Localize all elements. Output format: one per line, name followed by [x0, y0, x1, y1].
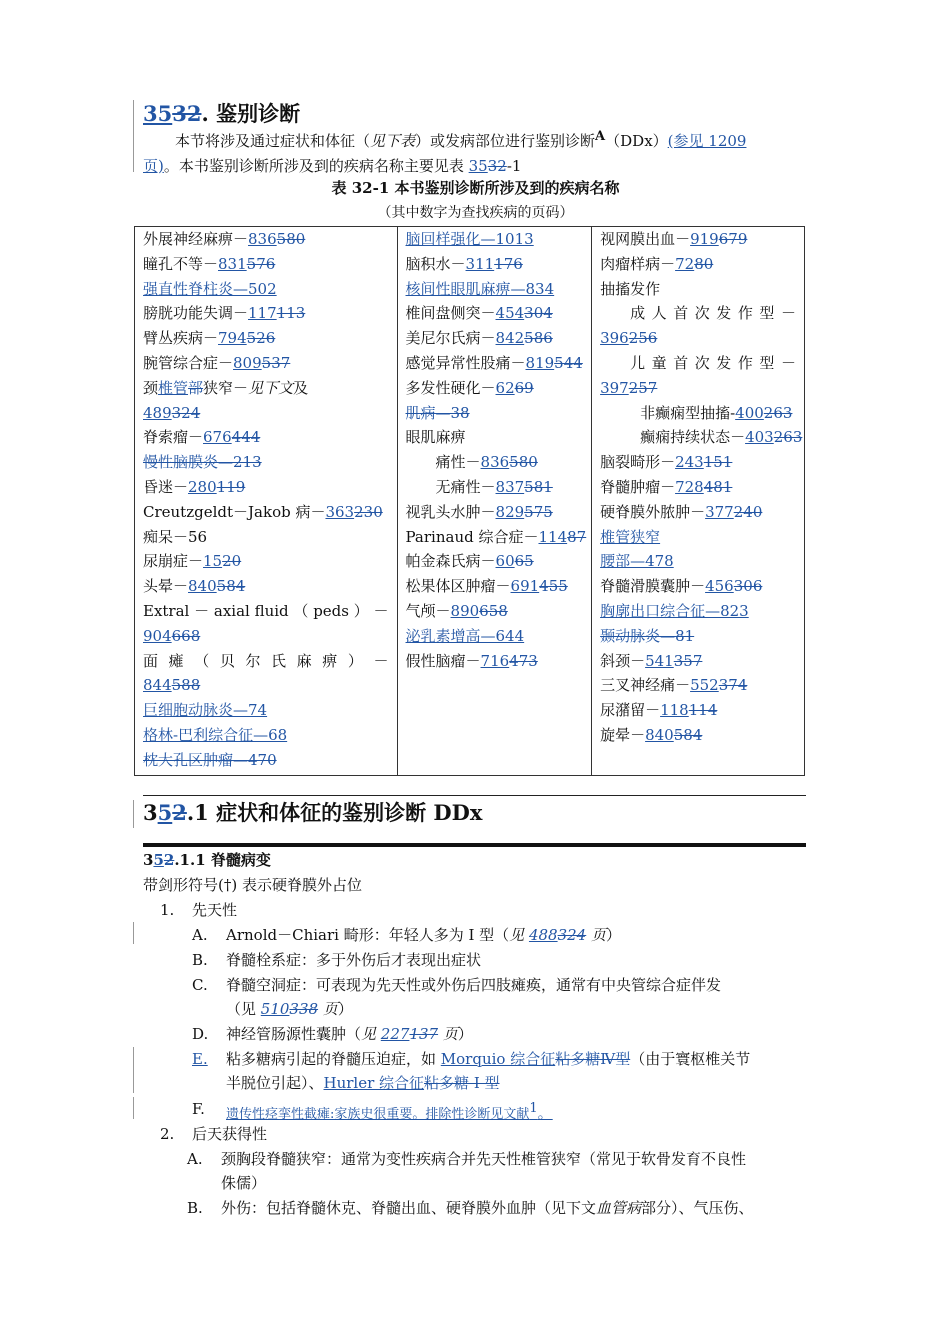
divider-thick [143, 843, 806, 847]
table-entry: 面 瘫 （ 贝 尔 氏 麻 痹 ） － [143, 651, 389, 670]
page-link[interactable]: 胸廓出口综合征—823 [600, 601, 749, 620]
table-entry: 视网膜出血－919679 [600, 230, 748, 248]
page-link[interactable]: 72 [675, 254, 695, 273]
change-bar [133, 1047, 134, 1093]
table-entry: 三叉神经痛－552374 [600, 676, 748, 695]
page-link[interactable]: 819 [525, 353, 555, 372]
page-reference-link[interactable]: 页) [143, 157, 164, 175]
table-entry: 感觉异常性股痛－819544 [405, 353, 583, 372]
page-link[interactable]: 格林-巴利综合征—68 [143, 725, 288, 744]
table-entry: 眼肌麻痹 [405, 428, 466, 447]
table-entry: 肉瘤样病－7280 [600, 254, 714, 273]
intro-paragraph: 本节将涉及通过症状和体征（见下表）或发病部位进行鉴别诊断$^A$（DDx）(参见 1209 页)。本书鉴别诊断所涉及到的疾病名称主要见表 3532-1 [143, 129, 747, 175]
page-link[interactable]: 489 [143, 403, 172, 422]
change-bar [133, 922, 134, 944]
page-link[interactable]: 691 [510, 577, 540, 596]
table-entry [600, 525, 804, 550]
table-entry: 成 人 首 次 发 作 型 － [630, 304, 796, 323]
table-entry [406, 227, 592, 252]
page-link[interactable]: 280 [188, 477, 217, 496]
page-link[interactable]: 840 [645, 725, 674, 744]
table-entry [600, 549, 804, 574]
table-entry: 假性脑瘤－716473 [405, 651, 538, 670]
table-entry: 489324 [143, 403, 201, 422]
list-item: 2. [160, 1125, 175, 1143]
table-entry: 904668 [143, 626, 201, 645]
table-entry: 396256 [600, 329, 658, 348]
page-reference-link[interactable]: (参见 1209 [667, 132, 747, 150]
table-entry: 颞动脉炎—81 [600, 626, 695, 645]
page-link[interactable]: 114 [538, 527, 568, 546]
table-entry: 397257 [600, 378, 658, 397]
dagger-note: 带剑形符号(†) 表示硬脊膜外占位 [143, 876, 362, 894]
page-link[interactable]: 456 [705, 577, 734, 596]
list-item: B. [192, 951, 208, 969]
page-link[interactable]: 840 [188, 577, 217, 596]
page-link[interactable]: 396 [600, 329, 629, 348]
table-entry: 癫痫持续状态－403263 [640, 428, 803, 447]
table-entry [143, 698, 397, 723]
page-link[interactable]: 243 [675, 453, 704, 472]
page-link[interactable]: 核间性眼肌麻痹—834 [405, 279, 555, 298]
table-entry: 硬脊膜外脓肿－377240 [600, 502, 763, 521]
list-item-text: 侏儒） [221, 1174, 267, 1192]
table-entry: 抽搐发作 [600, 279, 661, 298]
table-entry: 儿 童 首 次 发 作 型 － [630, 353, 796, 372]
page-link[interactable]: 919 [690, 230, 719, 248]
table-entry: 尿崩症－1520 [143, 552, 242, 571]
list-item: C. [192, 976, 208, 994]
list-item-text: 遗传性痉挛性截瘫:家族史很重要。排除性诊断见文献$^1$。 [226, 1101, 553, 1122]
page-link[interactable]: 脑回样强化—1013 [405, 230, 534, 248]
list-item: A. [187, 1150, 203, 1168]
table-column-2 [397, 227, 592, 776]
table-entry: 844588 [143, 676, 201, 695]
page-link[interactable]: 117 [248, 304, 277, 323]
table-entry: 美尼尔氏病－842586 [405, 329, 553, 348]
subsection-heading: 352.1 症状和体征的鉴别诊断 DDx [143, 800, 483, 825]
page-link[interactable]: 454 [495, 304, 525, 323]
table-entry: 头晕－840584 [143, 577, 246, 596]
list-item-text: 先天性 [192, 901, 238, 919]
table-entry: 昏迷－280119 [143, 477, 246, 496]
page-link[interactable]: 62 [495, 378, 515, 397]
change-bar [133, 100, 134, 172]
section-heading: 3532. 鉴别诊断 [143, 101, 301, 126]
list-item-text: 后天获得性 [192, 1125, 268, 1143]
table-entry: 痛性－836580 [435, 453, 538, 472]
page-link[interactable]: 728 [675, 477, 704, 496]
subsubsection-heading: 352.1.1 脊髓病变 [143, 851, 271, 869]
table-column-1 [135, 227, 398, 776]
change-bar [133, 800, 134, 828]
table-entry: 帕金森氏病－6065 [405, 552, 534, 571]
table-entry: Parinaud 综合症－11487 [405, 527, 587, 546]
page-link[interactable]: 716 [480, 651, 510, 670]
change-bar [133, 1097, 134, 1119]
table-entry: 松果体区肿瘤－691455 [405, 577, 568, 596]
table-column-3 [592, 227, 805, 776]
page-link[interactable]: 541 [645, 651, 674, 670]
table-entry: 脊索瘤－676444 [143, 428, 261, 447]
list-item: B. [187, 1199, 203, 1217]
table-entry: 腕管综合症－809537 [143, 353, 291, 372]
list-item-text: 脊髓栓系症：多于外伤后才表现出症状 [226, 951, 482, 969]
syndrome-link[interactable]: Morquio 综合征 [440, 1050, 556, 1068]
list-item: 1. [160, 901, 175, 919]
syndrome-link[interactable]: Hurler 综合征 [323, 1074, 425, 1092]
page-link[interactable]: 椎管 [158, 378, 189, 397]
table-entry: 旋晕－840584 [600, 725, 703, 744]
list-item: E. [192, 1050, 208, 1068]
page-link[interactable]: 552 [690, 676, 719, 695]
table-entry: 气颅－890658 [405, 601, 508, 620]
table-entry: Extral － axial fluid （ peds ） － [143, 601, 389, 620]
table-entry: 臂丛疾病－794526 [143, 329, 276, 348]
page-link[interactable]: 泌乳素增高—644 [405, 626, 525, 645]
list-item-text: （见 510338 页） [226, 1000, 353, 1018]
table-entry: 颈椎管部狭窄－见下文及 [143, 378, 309, 397]
page-link[interactable]: 397 [600, 378, 629, 397]
page-link[interactable]: 巨细胞动脉炎—74 [143, 701, 268, 720]
page-link[interactable]: 836 [248, 230, 277, 248]
table-entry: 脊髓滑膜囊肿－456306 [600, 577, 763, 596]
table-entry: 多发性硬化－6269 [405, 378, 534, 397]
page-link[interactable]: 676 [203, 428, 232, 447]
page-link[interactable]: 836 [480, 453, 510, 472]
table-entry: 痴呆－56 [143, 527, 208, 546]
page-link[interactable]: 831 [218, 254, 247, 273]
table-entry [143, 277, 397, 302]
table-entry: 枕大孔区肿瘤—470 [143, 750, 277, 769]
table-entry: 非癫痫型抽搐-400263 [640, 403, 793, 422]
table-entry: 瞳孔不等－831576 [143, 254, 276, 273]
table-entry: 尿潴留－118114 [600, 701, 718, 720]
table-entry [600, 599, 804, 624]
list-item-text: 半脱位引起）、Hurler 综合征粘多糖 I 型 [226, 1074, 500, 1092]
table-entry: 外展神经麻痹－836580 [143, 230, 306, 248]
page-link[interactable]: 837 [495, 477, 525, 496]
page-link[interactable]: 809 [233, 353, 262, 372]
table-title: 表 32-1 本书鉴别诊断所涉及到的疾病名称 [331, 179, 620, 197]
page-link[interactable]: 403 [745, 428, 774, 447]
page-link[interactable]: 强直性脊柱炎—502 [143, 279, 277, 298]
page-link[interactable]: 腰部—478 [600, 552, 674, 571]
page-link[interactable]: 15 [203, 552, 223, 571]
list-item: A. [192, 926, 208, 944]
page-link[interactable]: 829 [495, 502, 525, 521]
page-link[interactable]: 118 [660, 701, 689, 720]
table-entry: 肌病—38 [405, 403, 470, 422]
list-item-text: 外伤：包括脊髓休克、脊髓出血、硬脊膜外血肿（见下文血管病部分）、气压伤、 [221, 1199, 754, 1217]
page-link[interactable]: 794 [218, 329, 247, 348]
table-entry: Creutzgeldt－Jakob 病－363230 [143, 502, 383, 521]
page-link[interactable]: 311 [465, 254, 495, 273]
table-entry: 慢性脑膜炎—213 [143, 453, 262, 472]
divider [143, 795, 806, 796]
page-link[interactable]: 60 [495, 552, 515, 571]
page-link[interactable]: 842 [495, 329, 525, 348]
list-item-text: 颈胸段脊髓狭窄：通常为变性疾病合并先天性椎管狭窄（常见于软骨发育不良性 [221, 1150, 747, 1168]
disease-index-table [134, 226, 805, 776]
list-item: F. [192, 1100, 205, 1118]
page-link[interactable]: 377 [705, 502, 734, 521]
table-entry: 膀胱功能失调－117113 [143, 304, 306, 323]
page-link[interactable]: 363 [325, 502, 355, 521]
table-entry [406, 624, 592, 649]
table-entry: 视乳头水肿－829575 [405, 502, 553, 521]
list-item-text: 神经管肠源性囊肿（见 227137 页） [226, 1025, 473, 1043]
table-entry: 无痛性－837581 [435, 477, 553, 496]
page-link[interactable]: 400 [735, 403, 764, 422]
table-entry [143, 723, 397, 748]
table-entry: 脑裂畸形－243151 [600, 453, 733, 472]
list-item: D. [192, 1025, 209, 1043]
page-link[interactable]: 890 [450, 601, 480, 620]
list-item-text: Arnold－Chiari 畸形：年轻人多为 I 型（见 488324 页） [226, 926, 622, 944]
table-subtitle: （其中数字为查找疾病的页码） [377, 205, 574, 221]
page-link[interactable]: 904 [143, 626, 172, 645]
table-entry: 脊髓肿瘤－728481 [600, 477, 733, 496]
table-entry [406, 277, 592, 302]
table-entry: 斜颈－541357 [600, 651, 703, 670]
table-entry: 脑积水－311176 [405, 254, 523, 273]
list-item-text: 粘多糖病引起的脊髓压迫症，如 Morquio 综合征粘多糖Ⅳ型（由于寰枢椎关节 [226, 1050, 751, 1068]
list-item-text: 脊髓空洞症：可表现为先天性或外伤后四肢瘫痪，通常有中央管综合症伴发 [226, 976, 722, 994]
table-entry: 椎间盘侧突－454304 [405, 304, 553, 323]
page-link[interactable]: 椎管狭窄 [600, 527, 661, 546]
page-link[interactable]: 844 [143, 676, 172, 695]
